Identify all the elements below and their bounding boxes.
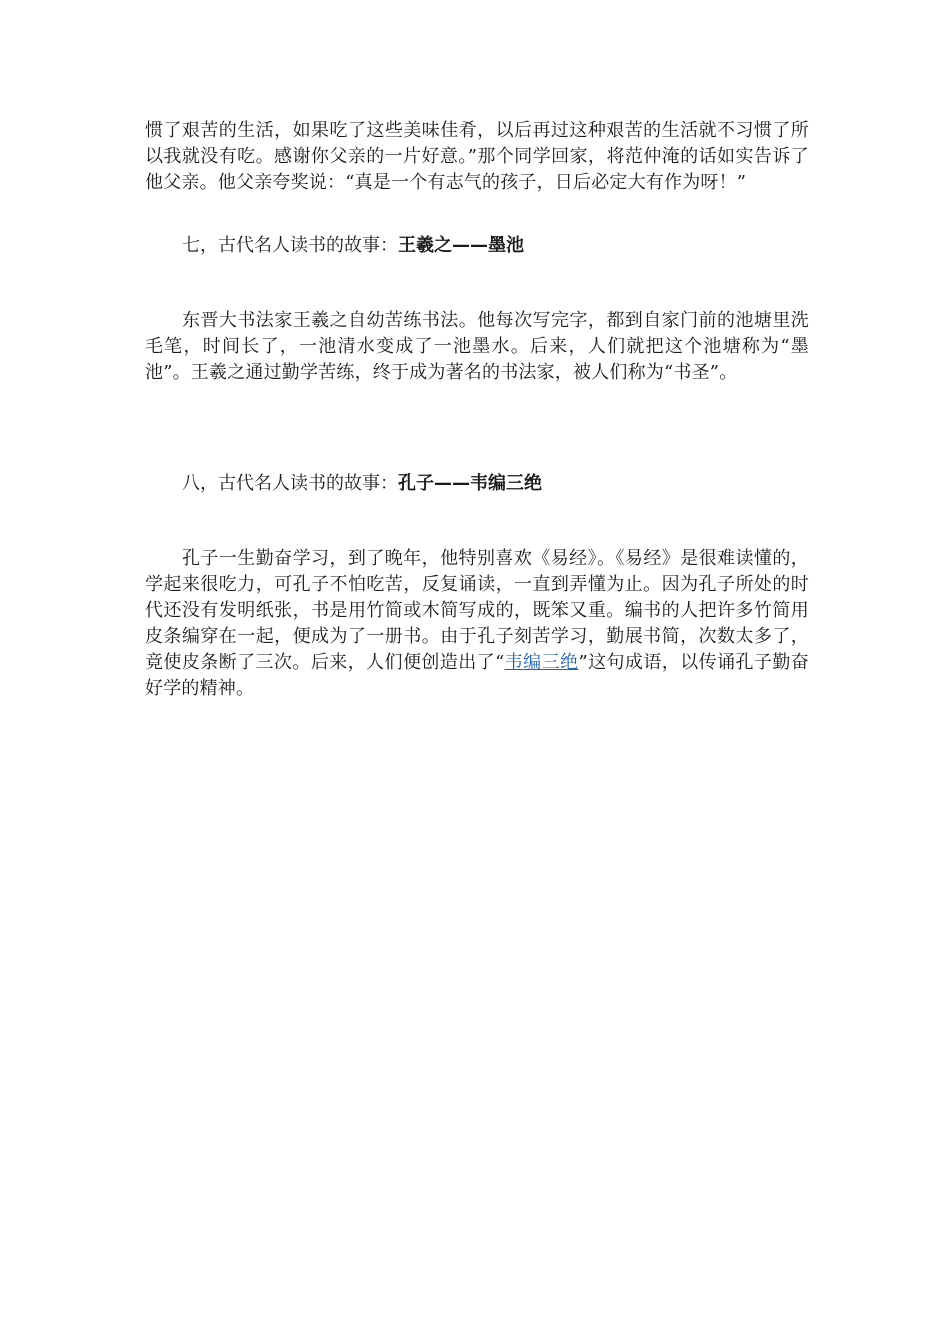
section-7-title: 王羲之——墨池 [398,235,524,256]
section-8-body [145,546,809,702]
section-8-prefix: 八，古代名人读书的故事： [182,473,398,494]
idiom-link[interactable]: 韦编三绝 [504,652,579,673]
section-7-heading [145,233,809,259]
section-8-body-after: ”这句成语，以传诵孔子勤奋好学的精神。 [145,652,809,699]
section-8-body-before: 孔子一生勤奋学习，到了晚年，他特别喜欢《易经》。《易经》是很难读懂的，学起来很吃力，可孔子不怕吃苦，反复诵读，一直到弄懂为止。因为孔子所处的时代还没有发明纸张，书是用竹简或木简写成的，既笨又重。编书的人把许多竹简用皮条编穿在一起，便成为了一册书。由于孔子刻苦学习，勤展书简，次数太多了，竟使皮条断了三次。后来，人们便创造出了“ [145,548,809,673]
intro-paragraph: 惯了艰苦的生活，如果吃了这些美味佳肴，以后再过这种艰苦的生活就不习惯了所以我就没有吃。感谢你父亲的一片好意。”那个同学回家，将范仲淹的话如实告诉了他父亲。他父亲夸奖说：“真是一个有志气的孩子，日后必定大有作为呀！” [145,120,809,193]
section-7-body: 东晋大书法家王羲之自幼苦练书法。他每次写完字，都到自家门前的池塘里洗毛笔，时间长了，一池清水变成了一池墨水。后来，人们就把这个池塘称为“墨池”。王羲之通过勤学苦练，终于成为著名的书法家，被人们称为“书圣”。 [145,310,809,383]
section-8-title: 孔子——韦编三绝 [398,473,542,494]
section-7-prefix: 七，古代名人读书的故事： [182,235,398,256]
document-page [145,118,809,702]
section-8-heading [145,471,809,497]
